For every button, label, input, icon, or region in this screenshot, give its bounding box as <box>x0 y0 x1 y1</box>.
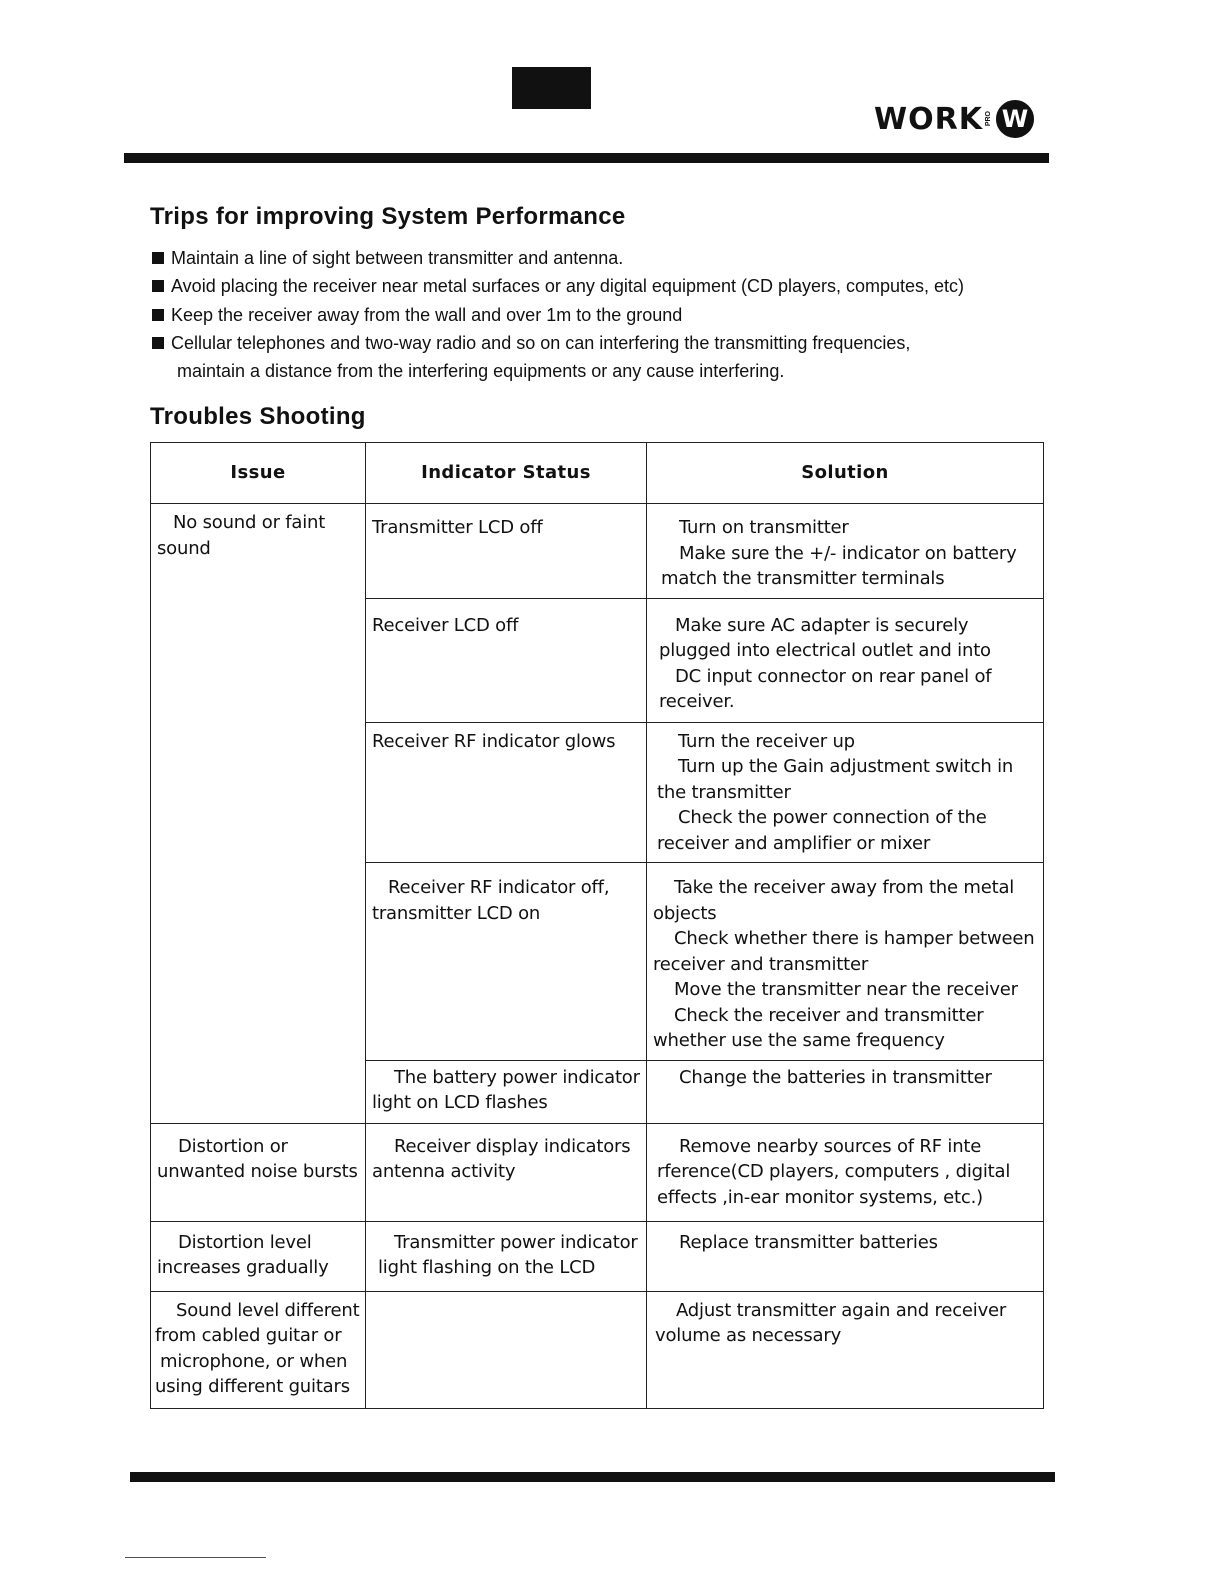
solution-line: the transmitter <box>657 781 791 803</box>
issue-line: sound <box>157 537 211 559</box>
solution-line: receiver. <box>659 691 735 712</box>
tip-item <box>152 244 964 272</box>
bottom-rule <box>130 1472 1055 1482</box>
issue-cell <box>151 504 366 1124</box>
indicator-cell <box>366 1291 647 1408</box>
solution-line: Adjust transmitter again and receiver <box>676 1299 1007 1321</box>
solution-line: objects <box>653 902 717 924</box>
logo-pro-text: PRO <box>984 111 992 127</box>
solution-cell <box>647 504 1044 599</box>
issue-line: Distortion or <box>178 1135 288 1157</box>
solution-cell <box>647 1060 1044 1123</box>
issue-cell <box>151 1123 366 1221</box>
indicator-line: Receiver RF indicator glows <box>372 730 616 752</box>
issue-line: from cabled guitar or <box>155 1325 342 1346</box>
issue-cell <box>151 1291 366 1408</box>
tip-text: Keep the receiver away from the wall and over 1m to the ground <box>171 304 683 325</box>
table-header-row <box>151 443 1044 504</box>
square-bullet-icon <box>152 252 164 264</box>
issue-line: No sound or faint <box>173 512 326 533</box>
solution-cell <box>647 598 1044 722</box>
brand-logo <box>874 100 1034 138</box>
issue-cell <box>151 1221 366 1291</box>
table-row <box>151 504 1044 599</box>
indicator-line: Receiver RF indicator off, <box>388 877 610 898</box>
solution-line: Change the batteries in transmitter <box>679 1066 992 1088</box>
indicator-cell <box>366 863 647 1061</box>
indicator-line: Receiver display indicators <box>394 1135 631 1157</box>
tip-item <box>152 272 964 300</box>
solution-line: receiver and transmitter <box>653 953 869 975</box>
indicator-cell <box>366 1221 647 1291</box>
tip-item <box>152 301 964 329</box>
tips-list <box>152 244 964 385</box>
solution-line: Turn the receiver up <box>678 730 855 752</box>
tip-text: Cellular telephones and two-way radio and so on can interfering the transmitting frequencies, <box>171 332 911 353</box>
column-header-issue: Issue <box>151 443 366 504</box>
indicator-line: Receiver LCD off <box>372 614 519 636</box>
issue-line: using different guitars <box>155 1376 350 1397</box>
column-header-indicator: Indicator Status <box>366 443 647 504</box>
solution-line: plugged into electrical outlet and into <box>659 640 991 661</box>
indicator-line: light flashing on the LCD <box>378 1257 596 1278</box>
solution-line: Make sure AC adapter is securely <box>675 614 969 636</box>
issue-line: unwanted noise bursts <box>157 1161 358 1182</box>
logo-w-badge-icon: W <box>996 100 1034 138</box>
solution-line: volume as necessary <box>655 1325 842 1346</box>
tip-text-continuation: maintain a distance from the interfering equipments or any cause interfering. <box>177 361 785 382</box>
solution-cell <box>647 1291 1044 1408</box>
table-row <box>151 1123 1044 1221</box>
tips-heading: Trips for improving System Performance <box>150 203 626 230</box>
header-black-tab <box>512 67 591 109</box>
square-bullet-icon <box>152 337 164 349</box>
indicator-line: The battery power indicator <box>394 1066 640 1088</box>
tip-item <box>152 329 964 386</box>
solution-line: Take the receiver away from the metal <box>674 877 1015 898</box>
indicator-cell <box>366 504 647 599</box>
indicator-cell <box>366 598 647 722</box>
issue-line: Sound level different <box>176 1299 360 1321</box>
issue-line: Distortion level <box>178 1231 312 1253</box>
solution-line: Turn on transmitter <box>679 517 849 538</box>
solution-cell <box>647 863 1044 1061</box>
solution-cell <box>647 1123 1044 1221</box>
indicator-line: Transmitter power indicator <box>394 1231 638 1253</box>
solution-line: rference(CD players, computers , digital <box>657 1161 1011 1182</box>
solution-line: match the transmitter terminals <box>661 568 945 589</box>
square-bullet-icon <box>152 309 164 321</box>
square-bullet-icon <box>152 280 164 292</box>
logo-wordmark: WORK <box>874 101 983 137</box>
solution-cell <box>647 722 1044 863</box>
solution-line: receiver and amplifier or mixer <box>657 832 931 854</box>
issue-line: increases gradually <box>157 1257 329 1278</box>
indicator-cell <box>366 722 647 863</box>
column-header-solution: Solution <box>647 443 1044 504</box>
solution-line: Move the transmitter near the receiver <box>674 979 1018 1000</box>
table-row <box>151 1291 1044 1408</box>
solution-line: Check the power connection of the <box>678 807 987 828</box>
solution-line: Remove nearby sources of RF inte <box>679 1135 982 1157</box>
solution-line: Make sure the +/- indicator on battery <box>679 542 1017 564</box>
tip-text: Maintain a line of sight between transmitter and antenna. <box>171 248 624 268</box>
tip-text: Avoid placing the receiver near metal surfaces or any digital equipment (CD players, computes, etc) <box>171 276 965 297</box>
indicator-line: Transmitter LCD off <box>372 517 543 538</box>
indicator-line: transmitter LCD on <box>372 902 541 924</box>
top-rule <box>124 153 1049 163</box>
indicator-cell <box>366 1123 647 1221</box>
issue-line: microphone, or when <box>160 1350 348 1372</box>
solution-line: Replace transmitter batteries <box>679 1231 938 1253</box>
troubleshooting-heading: Troubles Shooting <box>150 403 366 430</box>
solution-line: Check the receiver and transmitter <box>674 1004 984 1026</box>
indicator-line: light on LCD flashes <box>372 1092 548 1113</box>
solution-line: whether use the same frequency <box>653 1030 945 1051</box>
indicator-cell <box>366 1060 647 1123</box>
solution-line: Check whether there is hamper between <box>674 928 1035 949</box>
solution-line: Turn up the Gain adjustment switch in <box>678 756 1014 777</box>
solution-line: DC input connector on rear panel of <box>675 665 992 687</box>
footer-link-underline <box>125 1557 266 1558</box>
indicator-line: antenna activity <box>372 1161 516 1182</box>
troubleshooting-table <box>150 442 1044 1409</box>
table-row <box>151 1221 1044 1291</box>
solution-cell <box>647 1221 1044 1291</box>
logo-pro-label <box>985 111 992 126</box>
solution-line: effects ,in-ear monitor systems, etc.) <box>657 1186 983 1208</box>
